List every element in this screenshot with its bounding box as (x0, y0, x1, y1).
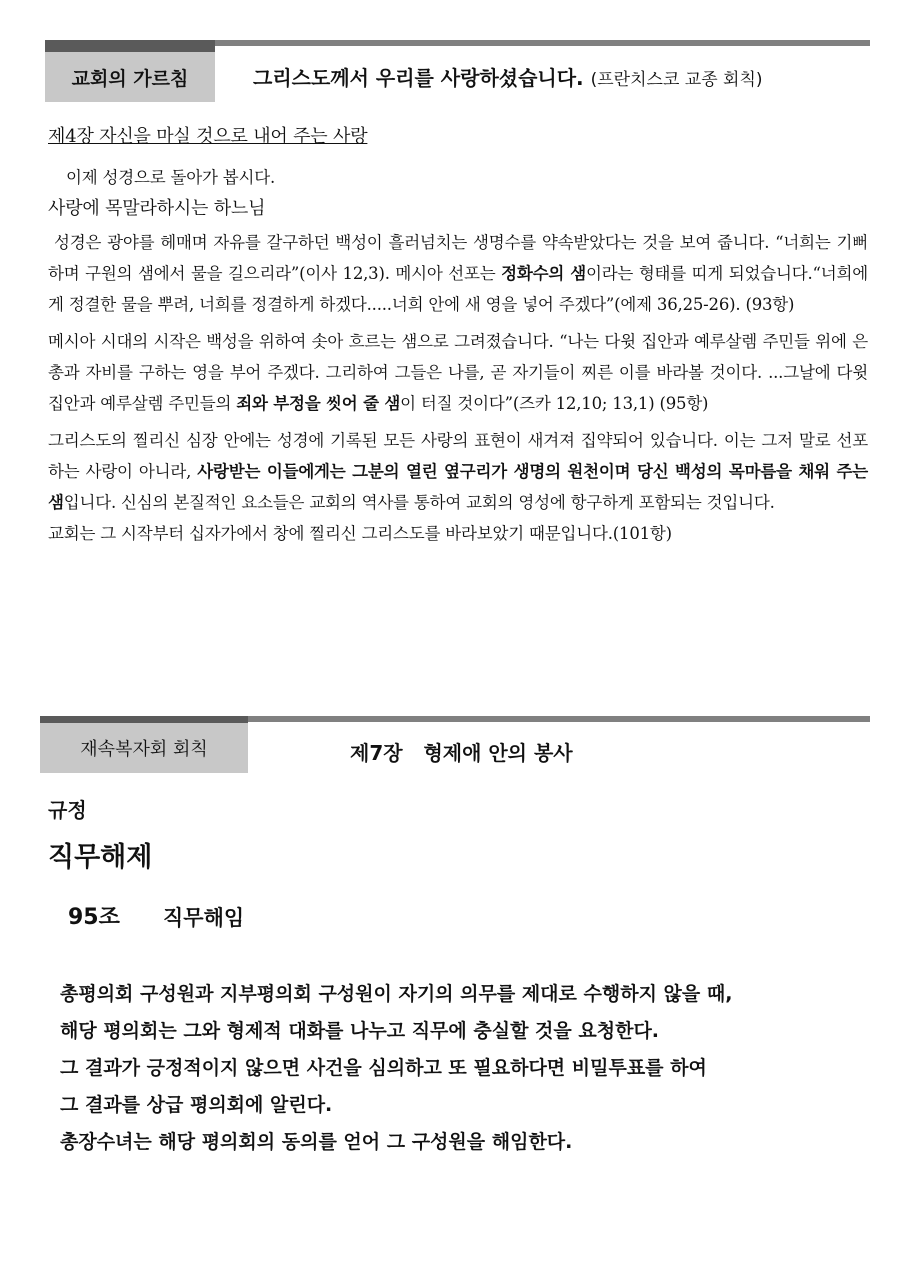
article-line: 그 결과를 상급 평의회에 알린다. (60, 1094, 333, 1116)
article-line: 그 결과가 긍정적이지 않으면 사건을 심의하고 또 필요하다면 비밀투표를 하여 (60, 1057, 707, 1079)
paragraph-101b: 교회는 그 시작부터 십자가에서 창에 찔리신 그리스도를 바라보았기 때문입니다.(101항) (48, 524, 672, 543)
chapter-heading: 제4장 자신을 마실 것으로 내어 주는 사랑 (48, 126, 368, 147)
section1-body (48, 121, 868, 549)
subheading: 사랑에 목말라하시는 하느님 (48, 198, 266, 219)
article-title: 직무해임 (163, 906, 245, 930)
chapter-subheading: 직무해제 (48, 842, 153, 873)
article-line: 해당 평의회는 그와 형제적 대화를 나누고 직무에 충실할 것을 요청한다. (60, 1020, 660, 1042)
header-bar-light (215, 40, 870, 46)
section-tag: 재속복자회 회칙 (40, 723, 248, 773)
intro-text: 이제 성경으로 돌아가 봅시다. (66, 168, 276, 187)
paragraph-93: 성경은 광야를 헤매며 자유를 갈구하던 백성이 흘러넘치는 생명수를 약속받았다는 것을 보여 줍니다. “너희는 기뻐하며 구원의 샘에서 물을 길으리라”(이사 12,3). 메시아 선포는 정화수의 샘이라는 형태를 띠게 되었습니다.“너희에게 정결한 물을 뿌려, 너희를 정결하게 하겠다.....너희 안에 새 영을 넣어 주겠다”(에제 36,25-26). (93항) (48, 233, 868, 314)
article-body (60, 976, 732, 1161)
section-title: 제7장 형제애 안의 봉사 (350, 741, 573, 765)
header-bar-dark (40, 716, 248, 723)
header-bar-dark (45, 40, 215, 52)
rule-heading: 규정 (48, 798, 87, 822)
title-text: 그리스도께서 우리를 사랑하셨습니다. (253, 66, 584, 90)
section-title (253, 62, 763, 91)
article-line: 총장수녀는 해당 평의회의 동의를 얻어 그 구성원을 해임한다. (60, 1131, 573, 1153)
article-number: 95조 (68, 905, 120, 930)
section-tag: 교회의 가르침 (45, 52, 215, 102)
title-source: (프란치스코 교종 회칙) (590, 70, 763, 90)
paragraph-95: 메시아 시대의 시작은 백성을 위하여 솟아 흐르는 샘으로 그려졌습니다. “나는 다윗 집안과 예루살렘 주민들 위에 은총과 자비를 구하는 영을 부어 주겠다. 그리하여 그들은 나를, 곧 자기들이 찌른 이를 바라볼 것이다. ...그날에 다윗 집안과 예루살렘 주민들의 죄와 부정을 씻어 줄 샘이 터질 것이다”(즈카 12,10; 13,1) (95항) (48, 332, 868, 413)
article-line: 총평의회 구성원과 지부평의회 구성원이 자기의 의무를 제대로 수행하지 않을 때, (60, 983, 733, 1005)
header-bar-light (248, 716, 870, 722)
paragraph-101a: 그리스도의 찔리신 심장 안에는 성경에 기록된 모든 사랑의 표현이 새겨져 집약되어 있습니다. 이는 그저 말로 선포하는 사랑이 아니라, 사랑받는 이들에게는 그분의 열린 옆구리가 생명의 원천이며 당신 백성의 목마름을 채워 주는 샘입니다. 신심의 본질적인 요소들은 교회의 역사를 통하여 교회의 영성에 항구하게 포함되는 것입니다. (48, 431, 869, 512)
